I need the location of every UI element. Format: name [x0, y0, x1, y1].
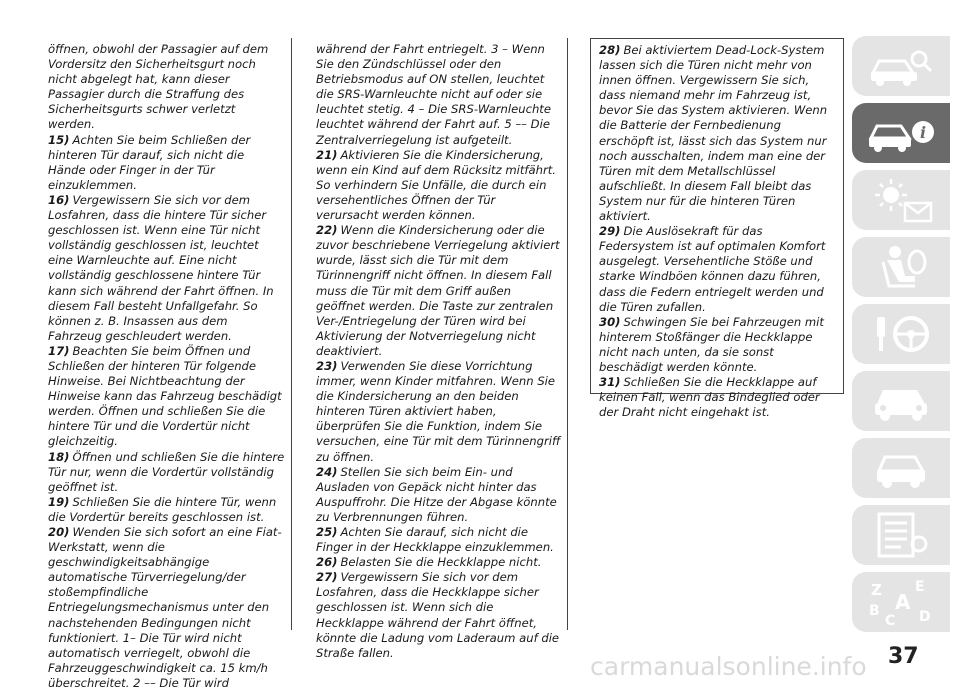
- note-item: [48, 495, 285, 525]
- note-item: [48, 525, 285, 691]
- specs-list-icon: [865, 510, 937, 560]
- note-text: Achten Sie beim Schließen der hinteren Tür darauf, sich nicht die Hände oder Finger in der Tür einzuklemmen.: [48, 132, 251, 192]
- alphabet-index-icon: [865, 577, 937, 627]
- tab-car-info[interactable]: [852, 103, 950, 163]
- index-letter: E: [915, 579, 925, 595]
- note-number: 16): [48, 192, 70, 207]
- note-text: Vergewissern Sie sich vor dem Losfahren, dass die Heckklappe sicher geschlossen ist. Wenn sich die Heckklappe während der Fahrt öffnet, könnte die Ladung vom Laderaum auf die Straße fallen.: [316, 570, 560, 660]
- note-number: 23): [316, 358, 338, 373]
- note-number: 18): [48, 449, 70, 464]
- note-item: [316, 555, 561, 570]
- note-text: Bei aktiviertem Dead-Lock-System lassen sich die Türen nicht mehr von innen öffnen. Vergewissern Sie sich, dass niemand mehr im Fahrzeug ist, bevor Sie das System aktivieren. Wenn die Batterie der Fernbedienung erschöpft ist, lässt sich das System nur noch ausschalten, indem man eine der Türen mit dem Metallschlüssel aufschließt. In diesem Fall bleibt das System nur für die hinteren Türen aktiviert.: [599, 43, 828, 224]
- car-service-icon: [865, 376, 937, 426]
- note-item: [48, 133, 285, 193]
- tab-car-search[interactable]: [852, 36, 950, 96]
- note-number: 19): [48, 494, 70, 509]
- column-intro: während der Fahrt entriegelt. 3 – Wenn Sie den Zündschlüssel oder den Betriebsmodus auf ON stellen, leuchtet die SRS-Warnleuchte nicht auf oder sie leuchtet stetig. 4 – Die SRS-Warnleuchte leuchtet während der Fahrt auf. 5 –– Die Zentralverriegelung ist aufgeteilt.: [316, 42, 551, 147]
- note-number: 31): [599, 375, 621, 390]
- note-text: Achten Sie darauf, sich nicht die Finger in der Heckklappe einzuklemmen.: [316, 525, 554, 555]
- airbag-seat-icon: [865, 242, 937, 292]
- index-letter: C: [885, 613, 896, 627]
- note-number: 29): [599, 224, 621, 239]
- note-number: 26): [316, 555, 338, 570]
- note-number: 28): [599, 43, 621, 57]
- note-text: Stellen Sie sich beim Ein- und Ausladen von Gepäck nicht hinter das Auspuffrohr. Die Hitze der Abgase könnte zu Verbrennungen führen.: [316, 464, 557, 524]
- warning-lights-icon: [865, 175, 937, 225]
- note-text: Schließen Sie die hintere Tür, wenn die Vordertür bereits geschlossen ist.: [48, 494, 277, 524]
- note-item: [48, 450, 285, 495]
- note-text: Schwingen Sie bei Fahrzeugen mit hinterem Stoßfänger die Heckklappe nicht nach unten, da sie sonst beschädigt werden könnte.: [599, 314, 824, 374]
- note-item: [599, 43, 837, 224]
- chapter-tabs: [852, 36, 950, 639]
- note-item: [48, 344, 285, 450]
- note-item: [599, 224, 837, 315]
- note-text: Belasten Sie die Heckklappe nicht.: [340, 555, 542, 570]
- column-intro: öffnen, obwohl der Passagier auf dem Vordersitz den Sicherheitsgurt noch nicht abgelegt hat, kann dieser Passagier durch die Straffung des Sicherheitsgurts schwer verletzt werden.: [48, 42, 269, 132]
- car-search-icon: [865, 41, 937, 91]
- watermark: carmanualsonline.info: [590, 652, 867, 681]
- note-text: Aktivieren Sie die Kindersicherung, wenn ein Kind auf dem Rücksitz mitfährt. So verhindern Sie Unfälle, die durch ein versehentliches Öffnen der Tür verursacht werden können.: [316, 147, 556, 223]
- tab-warning-lights[interactable]: [852, 170, 950, 230]
- note-item: [316, 525, 561, 555]
- tab-alphabet-index[interactable]: [852, 572, 950, 632]
- note-text: Schließen Sie die Heckklappe auf keinen Fall, wenn das Bindeglied oder der Draht nicht eingehakt ist.: [599, 375, 820, 420]
- index-letter: D: [919, 609, 931, 625]
- note-text: Verwenden Sie diese Vorrichtung immer, wenn Kinder mitfahren. Wenn Sie die Kindersicherung an den beiden hinteren Türen aktiviert haben, überprüfen Sie die Funktion, indem Sie versuchen, eine Tür mit dem Türinnengriff zu öffnen.: [316, 358, 561, 464]
- note-text: Wenn die Kindersicherung oder die zuvor beschriebene Verriegelung aktiviert wurde, lässt sich die Tür mit dem Türinnengriff nicht öffnen. In diesem Fall muss die Tür mit dem Griff außen geöffnet werden. Die Taste zur zentralen Ver-/Entriegelung der Türen wird bei Aktivierung der Notverriegelung nicht deaktiviert.: [316, 223, 560, 358]
- notes-list: [599, 43, 837, 420]
- note-text: Die Auslösekraft für das Federsystem ist auf optimalen Komfort ausgelegt. Versehentliche Stöße und starke Windböen können dazu führen, dass die Federn entriegelt werden und die Türen zufallen.: [599, 224, 826, 314]
- index-letter: A: [895, 590, 911, 614]
- note-number: 20): [48, 525, 70, 539]
- note-number: 17): [48, 343, 70, 358]
- note-item: [316, 570, 561, 661]
- note-text: Beachten Sie beim Öffnen und Schließen der hinteren Tür folgende Hinweise. Bei Nichtbeachtung der Hinweise kann das Fahrzeug beschädigt werden. Öffnen und schließen Sie die hintere Tür und die Vordertür nicht gleichzeitig.: [48, 343, 282, 449]
- note-item: [599, 375, 837, 420]
- note-item: [316, 465, 561, 525]
- text-column-1: [40, 38, 292, 690]
- notes-list: [316, 148, 561, 661]
- note-text: Vergewissern Sie sich vor dem Losfahren, dass die hintere Tür sicher geschlossen ist. Wenn eine Tür nicht vollständig geschlossen ist, leuchtet eine Warnleuchte auf. Eine nicht vollständig geschlossene hintere Tür kann sich während der Fahrt öffnen. In diesem Fall besteht Unfallgefahr. So können z. B. Insassen aus dem Fahrzeug geschleudert werden.: [48, 192, 274, 343]
- text-column-3: [590, 38, 844, 420]
- note-number: 15): [48, 132, 70, 147]
- note-item: [599, 315, 837, 375]
- info-letter: i: [919, 123, 927, 142]
- note-number: 24): [316, 464, 338, 479]
- tab-key-steering[interactable]: [852, 304, 950, 364]
- note-number: 27): [316, 570, 338, 585]
- page-number: 37: [888, 644, 919, 669]
- car-info-icon: [865, 108, 937, 158]
- note-number: 25): [316, 525, 338, 539]
- note-number: 21): [316, 147, 338, 162]
- key-steering-icon: [865, 309, 937, 359]
- note-number: 30): [599, 314, 621, 329]
- index-letter: Z: [871, 581, 882, 599]
- car-parts-icon: [865, 443, 937, 493]
- note-item: [316, 359, 561, 465]
- note-number: 22): [316, 223, 338, 238]
- note-text: Öffnen und schließen Sie die hintere Tür nur, wenn die Vordertür vollständig geöffnet ist.: [48, 449, 285, 494]
- note-item: [316, 148, 561, 223]
- tab-car-parts[interactable]: [852, 438, 950, 498]
- tab-specs-list[interactable]: [852, 505, 950, 565]
- index-letter: B: [869, 603, 880, 619]
- notes-list: [48, 133, 285, 691]
- text-column-2: [308, 38, 568, 660]
- tab-car-service[interactable]: [852, 371, 950, 431]
- tab-airbag-seat[interactable]: [852, 237, 950, 297]
- note-item: [316, 223, 561, 359]
- note-text: Wenden Sie sich sofort an eine Fiat-Werkstatt, wenn die geschwindigkeitsabhängige automatische Türverriegelung/der stoßempfindliche Entriegelungsmechanismus unter den nachstehenden Bedingungen nicht funktioniert. 1– Die Tür wird nicht automatisch verriegelt, obwohl die Fahrzeuggeschwindigkeit ca. 15 km/h überschreitet. 2 –– Die Tür wird: [48, 525, 282, 690]
- note-item: [48, 193, 285, 344]
